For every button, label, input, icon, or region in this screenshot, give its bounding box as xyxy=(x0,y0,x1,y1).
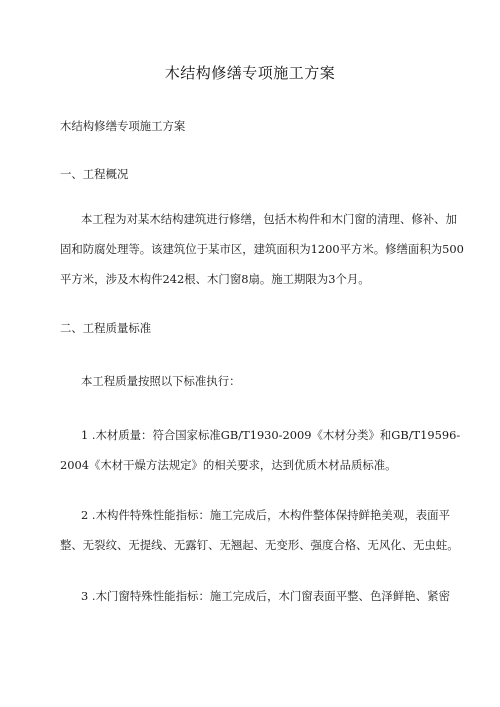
overview-paragraph-line: 本工程为对某木结构建筑进行修缮，包括木构件和木门窗的清理、修补、加 xyxy=(81,212,457,226)
section-heading-quality: 二、工程质量标准 xyxy=(60,321,152,335)
section-heading-overview: 一、工程概况 xyxy=(60,167,129,181)
quality-item-line: 1 .木材质量：符合国家标准GB/T1930-2009《木材分类》和GB/T19596- xyxy=(81,428,461,442)
quality-item-line: 整、无裂纹、无提线、无露钉、无翘起、无变形、强度合格、无风化、无虫蛀。 xyxy=(60,538,459,552)
document-subtitle: 木结构修缮专项施工方案 xyxy=(60,119,186,133)
document-title: 木结构修缮专项施工方案 xyxy=(164,64,336,82)
quality-intro: 本工程质量按照以下标准执行： xyxy=(81,374,241,388)
overview-paragraph-line: 平方米，涉及木构件242根、木门窗8扇。施工期限为3个月。 xyxy=(60,272,370,286)
quality-item-line: 2 .木构件特殊性能指标：施工完成后，木构件整体保持鲜艳美观，表面平 xyxy=(81,508,450,522)
quality-item-line: 2004《木材干燥方法规定》的相关要求，达到优质木材品质标准。 xyxy=(60,458,397,472)
overview-paragraph-line: 固和防腐处理等。该建筑位于某市区，建筑面积为1200平方米。修缮面积为500 xyxy=(60,242,464,256)
quality-item-line: 3 .木门窗特殊性能指标：施工完成后，木门窗表面平整、色泽鲜艳、紧密 xyxy=(81,589,450,603)
